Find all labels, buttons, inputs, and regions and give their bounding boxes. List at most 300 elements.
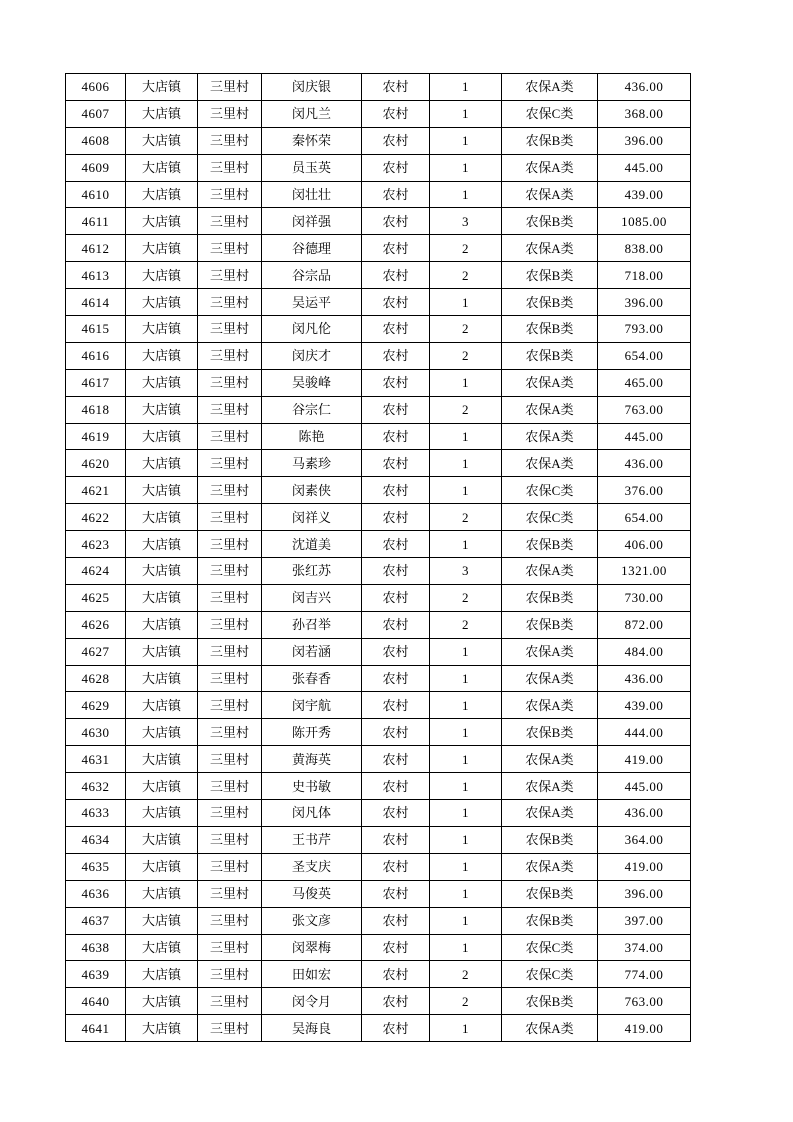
cell-town: 大店镇 xyxy=(126,558,198,585)
cell-amount: 419.00 xyxy=(598,746,691,773)
cell-insurance-type: 农保A类 xyxy=(502,369,598,396)
cell-village: 三里村 xyxy=(198,719,262,746)
cell-village: 三里村 xyxy=(198,665,262,692)
cell-id: 4612 xyxy=(66,235,126,262)
cell-count: 1 xyxy=(430,907,502,934)
cell-insurance-type: 农保A类 xyxy=(502,692,598,719)
cell-category: 农村 xyxy=(362,531,430,558)
cell-village: 三里村 xyxy=(198,853,262,880)
table-row xyxy=(66,719,691,746)
cell-town: 大店镇 xyxy=(126,208,198,235)
cell-id: 4619 xyxy=(66,423,126,450)
cell-town: 大店镇 xyxy=(126,638,198,665)
table-row xyxy=(66,127,691,154)
cell-name: 孙召举 xyxy=(262,611,362,638)
cell-insurance-type: 农保B类 xyxy=(502,907,598,934)
cell-insurance-type: 农保B类 xyxy=(502,719,598,746)
cell-village: 三里村 xyxy=(198,181,262,208)
table-row xyxy=(66,531,691,558)
cell-amount: 445.00 xyxy=(598,773,691,800)
cell-id: 4624 xyxy=(66,558,126,585)
cell-name: 马素珍 xyxy=(262,450,362,477)
cell-village: 三里村 xyxy=(198,262,262,289)
cell-id: 4637 xyxy=(66,907,126,934)
records-table xyxy=(65,73,691,1042)
cell-name: 陈开秀 xyxy=(262,719,362,746)
cell-amount: 730.00 xyxy=(598,584,691,611)
cell-town: 大店镇 xyxy=(126,342,198,369)
cell-id: 4610 xyxy=(66,181,126,208)
table-row xyxy=(66,961,691,988)
cell-category: 农村 xyxy=(362,369,430,396)
cell-village: 三里村 xyxy=(198,558,262,585)
cell-count: 1 xyxy=(430,773,502,800)
table-row xyxy=(66,235,691,262)
cell-village: 三里村 xyxy=(198,826,262,853)
cell-insurance-type: 农保A类 xyxy=(502,74,598,101)
cell-insurance-type: 农保A类 xyxy=(502,450,598,477)
cell-name: 马俊英 xyxy=(262,880,362,907)
cell-insurance-type: 农保A类 xyxy=(502,638,598,665)
cell-amount: 436.00 xyxy=(598,665,691,692)
cell-id: 4631 xyxy=(66,746,126,773)
cell-id: 4611 xyxy=(66,208,126,235)
cell-village: 三里村 xyxy=(198,880,262,907)
cell-category: 农村 xyxy=(362,826,430,853)
cell-village: 三里村 xyxy=(198,450,262,477)
cell-amount: 397.00 xyxy=(598,907,691,934)
cell-insurance-type: 农保C类 xyxy=(502,477,598,504)
cell-name: 吴海良 xyxy=(262,1015,362,1042)
cell-category: 农村 xyxy=(362,719,430,746)
cell-count: 2 xyxy=(430,961,502,988)
cell-amount: 436.00 xyxy=(598,74,691,101)
cell-count: 1 xyxy=(430,638,502,665)
cell-id: 4636 xyxy=(66,880,126,907)
cell-insurance-type: 农保B类 xyxy=(502,531,598,558)
cell-insurance-type: 农保C类 xyxy=(502,961,598,988)
cell-name: 闵若涵 xyxy=(262,638,362,665)
cell-town: 大店镇 xyxy=(126,1015,198,1042)
cell-id: 4628 xyxy=(66,665,126,692)
cell-amount: 838.00 xyxy=(598,235,691,262)
cell-count: 1 xyxy=(430,450,502,477)
cell-name: 张春香 xyxy=(262,665,362,692)
cell-name: 闵壮壮 xyxy=(262,181,362,208)
cell-town: 大店镇 xyxy=(126,907,198,934)
cell-town: 大店镇 xyxy=(126,423,198,450)
cell-id: 4633 xyxy=(66,800,126,827)
cell-insurance-type: 农保B类 xyxy=(502,826,598,853)
cell-name: 闵祥义 xyxy=(262,504,362,531)
cell-id: 4638 xyxy=(66,934,126,961)
table-row xyxy=(66,692,691,719)
cell-count: 1 xyxy=(430,181,502,208)
cell-category: 农村 xyxy=(362,396,430,423)
cell-insurance-type: 农保A类 xyxy=(502,154,598,181)
cell-town: 大店镇 xyxy=(126,746,198,773)
cell-town: 大店镇 xyxy=(126,316,198,343)
cell-insurance-type: 农保B类 xyxy=(502,611,598,638)
cell-count: 3 xyxy=(430,558,502,585)
cell-id: 4622 xyxy=(66,504,126,531)
cell-insurance-type: 农保B类 xyxy=(502,127,598,154)
cell-id: 4634 xyxy=(66,826,126,853)
cell-id: 4621 xyxy=(66,477,126,504)
cell-name: 吴运平 xyxy=(262,289,362,316)
cell-name: 黄海英 xyxy=(262,746,362,773)
cell-village: 三里村 xyxy=(198,988,262,1015)
cell-amount: 419.00 xyxy=(598,1015,691,1042)
cell-amount: 436.00 xyxy=(598,450,691,477)
cell-name: 沈道美 xyxy=(262,531,362,558)
cell-category: 农村 xyxy=(362,262,430,289)
cell-id: 4630 xyxy=(66,719,126,746)
cell-town: 大店镇 xyxy=(126,235,198,262)
cell-name: 闵吉兴 xyxy=(262,584,362,611)
cell-name: 闵令月 xyxy=(262,988,362,1015)
table-row xyxy=(66,316,691,343)
cell-count: 1 xyxy=(430,692,502,719)
table-row xyxy=(66,396,691,423)
cell-category: 农村 xyxy=(362,558,430,585)
cell-insurance-type: 农保B类 xyxy=(502,262,598,289)
cell-village: 三里村 xyxy=(198,316,262,343)
cell-insurance-type: 农保A类 xyxy=(502,558,598,585)
cell-amount: 774.00 xyxy=(598,961,691,988)
cell-village: 三里村 xyxy=(198,423,262,450)
cell-village: 三里村 xyxy=(198,746,262,773)
cell-count: 1 xyxy=(430,665,502,692)
cell-amount: 465.00 xyxy=(598,369,691,396)
cell-village: 三里村 xyxy=(198,934,262,961)
cell-count: 2 xyxy=(430,504,502,531)
cell-id: 4635 xyxy=(66,853,126,880)
table-row xyxy=(66,208,691,235)
table-row xyxy=(66,584,691,611)
cell-name: 谷宗品 xyxy=(262,262,362,289)
cell-town: 大店镇 xyxy=(126,961,198,988)
cell-count: 3 xyxy=(430,208,502,235)
cell-id: 4609 xyxy=(66,154,126,181)
cell-category: 农村 xyxy=(362,988,430,1015)
table-row xyxy=(66,746,691,773)
cell-category: 农村 xyxy=(362,181,430,208)
cell-category: 农村 xyxy=(362,665,430,692)
cell-name: 田如宏 xyxy=(262,961,362,988)
cell-amount: 872.00 xyxy=(598,611,691,638)
cell-name: 圣支庆 xyxy=(262,853,362,880)
cell-village: 三里村 xyxy=(198,127,262,154)
cell-count: 1 xyxy=(430,719,502,746)
cell-amount: 439.00 xyxy=(598,692,691,719)
cell-category: 农村 xyxy=(362,746,430,773)
cell-insurance-type: 农保C类 xyxy=(502,100,598,127)
cell-category: 农村 xyxy=(362,934,430,961)
cell-name: 闵翠梅 xyxy=(262,934,362,961)
cell-category: 农村 xyxy=(362,1015,430,1042)
cell-category: 农村 xyxy=(362,74,430,101)
cell-count: 1 xyxy=(430,154,502,181)
cell-count: 2 xyxy=(430,396,502,423)
cell-count: 1 xyxy=(430,934,502,961)
cell-id: 4614 xyxy=(66,289,126,316)
table-row xyxy=(66,477,691,504)
cell-count: 1 xyxy=(430,531,502,558)
cell-count: 1 xyxy=(430,423,502,450)
cell-id: 4615 xyxy=(66,316,126,343)
cell-name: 闵凡伦 xyxy=(262,316,362,343)
cell-category: 农村 xyxy=(362,611,430,638)
cell-count: 1 xyxy=(430,826,502,853)
cell-town: 大店镇 xyxy=(126,853,198,880)
table-row xyxy=(66,853,691,880)
cell-name: 闵祥强 xyxy=(262,208,362,235)
cell-amount: 376.00 xyxy=(598,477,691,504)
cell-town: 大店镇 xyxy=(126,665,198,692)
cell-count: 1 xyxy=(430,746,502,773)
cell-amount: 444.00 xyxy=(598,719,691,746)
cell-town: 大店镇 xyxy=(126,181,198,208)
table-row xyxy=(66,74,691,101)
cell-category: 农村 xyxy=(362,907,430,934)
cell-count: 1 xyxy=(430,100,502,127)
cell-town: 大店镇 xyxy=(126,934,198,961)
cell-id: 4620 xyxy=(66,450,126,477)
cell-amount: 654.00 xyxy=(598,342,691,369)
cell-category: 农村 xyxy=(362,853,430,880)
cell-name: 员玉英 xyxy=(262,154,362,181)
cell-id: 4607 xyxy=(66,100,126,127)
cell-category: 农村 xyxy=(362,961,430,988)
table-row xyxy=(66,181,691,208)
cell-village: 三里村 xyxy=(198,504,262,531)
cell-count: 1 xyxy=(430,800,502,827)
cell-town: 大店镇 xyxy=(126,154,198,181)
cell-category: 农村 xyxy=(362,504,430,531)
cell-village: 三里村 xyxy=(198,289,262,316)
cell-category: 农村 xyxy=(362,773,430,800)
cell-id: 4626 xyxy=(66,611,126,638)
cell-id: 4613 xyxy=(66,262,126,289)
cell-count: 1 xyxy=(430,880,502,907)
cell-amount: 763.00 xyxy=(598,988,691,1015)
cell-town: 大店镇 xyxy=(126,611,198,638)
cell-town: 大店镇 xyxy=(126,504,198,531)
cell-amount: 1085.00 xyxy=(598,208,691,235)
cell-insurance-type: 农保A类 xyxy=(502,181,598,208)
cell-category: 农村 xyxy=(362,423,430,450)
cell-count: 1 xyxy=(430,369,502,396)
cell-village: 三里村 xyxy=(198,342,262,369)
cell-id: 4608 xyxy=(66,127,126,154)
table-row xyxy=(66,369,691,396)
table-row xyxy=(66,558,691,585)
cell-town: 大店镇 xyxy=(126,800,198,827)
cell-amount: 793.00 xyxy=(598,316,691,343)
cell-town: 大店镇 xyxy=(126,880,198,907)
cell-category: 农村 xyxy=(362,342,430,369)
cell-category: 农村 xyxy=(362,584,430,611)
cell-town: 大店镇 xyxy=(126,369,198,396)
cell-town: 大店镇 xyxy=(126,450,198,477)
cell-insurance-type: 农保B类 xyxy=(502,880,598,907)
cell-insurance-type: 农保B类 xyxy=(502,988,598,1015)
cell-name: 谷德理 xyxy=(262,235,362,262)
cell-count: 2 xyxy=(430,235,502,262)
cell-town: 大店镇 xyxy=(126,74,198,101)
cell-amount: 436.00 xyxy=(598,800,691,827)
cell-count: 1 xyxy=(430,74,502,101)
table-row xyxy=(66,934,691,961)
cell-insurance-type: 农保A类 xyxy=(502,773,598,800)
cell-village: 三里村 xyxy=(198,208,262,235)
table-row xyxy=(66,289,691,316)
table-row xyxy=(66,100,691,127)
table-row xyxy=(66,773,691,800)
cell-village: 三里村 xyxy=(198,584,262,611)
cell-amount: 763.00 xyxy=(598,396,691,423)
cell-count: 1 xyxy=(430,477,502,504)
cell-id: 4623 xyxy=(66,531,126,558)
cell-village: 三里村 xyxy=(198,477,262,504)
cell-count: 2 xyxy=(430,988,502,1015)
cell-amount: 406.00 xyxy=(598,531,691,558)
table-row xyxy=(66,907,691,934)
cell-count: 2 xyxy=(430,342,502,369)
cell-town: 大店镇 xyxy=(126,262,198,289)
table-row xyxy=(66,800,691,827)
cell-id: 4606 xyxy=(66,74,126,101)
cell-town: 大店镇 xyxy=(126,692,198,719)
cell-village: 三里村 xyxy=(198,611,262,638)
cell-village: 三里村 xyxy=(198,800,262,827)
cell-insurance-type: 农保A类 xyxy=(502,665,598,692)
table-row xyxy=(66,450,691,477)
cell-amount: 419.00 xyxy=(598,853,691,880)
cell-name: 闵庆银 xyxy=(262,74,362,101)
cell-count: 1 xyxy=(430,1015,502,1042)
cell-id: 4640 xyxy=(66,988,126,1015)
cell-id: 4617 xyxy=(66,369,126,396)
cell-insurance-type: 农保B类 xyxy=(502,342,598,369)
cell-name: 吴骏峰 xyxy=(262,369,362,396)
table-row xyxy=(66,638,691,665)
cell-town: 大店镇 xyxy=(126,289,198,316)
cell-count: 2 xyxy=(430,316,502,343)
cell-village: 三里村 xyxy=(198,154,262,181)
cell-category: 农村 xyxy=(362,127,430,154)
cell-town: 大店镇 xyxy=(126,100,198,127)
cell-name: 张红苏 xyxy=(262,558,362,585)
cell-name: 闵素侠 xyxy=(262,477,362,504)
cell-village: 三里村 xyxy=(198,100,262,127)
cell-amount: 445.00 xyxy=(598,154,691,181)
cell-category: 农村 xyxy=(362,100,430,127)
cell-name: 闵宇航 xyxy=(262,692,362,719)
cell-village: 三里村 xyxy=(198,961,262,988)
cell-name: 王书芹 xyxy=(262,826,362,853)
cell-insurance-type: 农保B类 xyxy=(502,584,598,611)
table-row xyxy=(66,988,691,1015)
cell-category: 农村 xyxy=(362,154,430,181)
cell-count: 2 xyxy=(430,262,502,289)
table-row xyxy=(66,423,691,450)
cell-id: 4641 xyxy=(66,1015,126,1042)
cell-insurance-type: 农保A类 xyxy=(502,396,598,423)
cell-category: 农村 xyxy=(362,316,430,343)
cell-amount: 364.00 xyxy=(598,826,691,853)
cell-count: 2 xyxy=(430,584,502,611)
cell-town: 大店镇 xyxy=(126,477,198,504)
cell-name: 史书敏 xyxy=(262,773,362,800)
cell-category: 农村 xyxy=(362,208,430,235)
cell-count: 1 xyxy=(430,853,502,880)
cell-id: 4625 xyxy=(66,584,126,611)
cell-category: 农村 xyxy=(362,477,430,504)
cell-amount: 374.00 xyxy=(598,934,691,961)
cell-category: 农村 xyxy=(362,638,430,665)
cell-insurance-type: 农保C类 xyxy=(502,504,598,531)
cell-id: 4618 xyxy=(66,396,126,423)
cell-category: 农村 xyxy=(362,880,430,907)
cell-insurance-type: 农保A类 xyxy=(502,235,598,262)
table-row xyxy=(66,342,691,369)
cell-insurance-type: 农保B类 xyxy=(502,208,598,235)
cell-insurance-type: 农保B类 xyxy=(502,316,598,343)
cell-category: 农村 xyxy=(362,289,430,316)
cell-town: 大店镇 xyxy=(126,988,198,1015)
cell-amount: 396.00 xyxy=(598,880,691,907)
cell-village: 三里村 xyxy=(198,907,262,934)
cell-id: 4639 xyxy=(66,961,126,988)
cell-insurance-type: 农保B类 xyxy=(502,289,598,316)
cell-town: 大店镇 xyxy=(126,127,198,154)
cell-town: 大店镇 xyxy=(126,773,198,800)
cell-insurance-type: 农保A类 xyxy=(502,853,598,880)
cell-town: 大店镇 xyxy=(126,584,198,611)
cell-town: 大店镇 xyxy=(126,719,198,746)
cell-count: 1 xyxy=(430,289,502,316)
cell-village: 三里村 xyxy=(198,531,262,558)
cell-town: 大店镇 xyxy=(126,396,198,423)
cell-insurance-type: 农保C类 xyxy=(502,934,598,961)
cell-category: 农村 xyxy=(362,450,430,477)
cell-village: 三里村 xyxy=(198,1015,262,1042)
cell-village: 三里村 xyxy=(198,396,262,423)
cell-name: 秦怀荣 xyxy=(262,127,362,154)
cell-id: 4616 xyxy=(66,342,126,369)
cell-village: 三里村 xyxy=(198,369,262,396)
cell-amount: 368.00 xyxy=(598,100,691,127)
table-row xyxy=(66,504,691,531)
cell-count: 1 xyxy=(430,127,502,154)
cell-id: 4629 xyxy=(66,692,126,719)
cell-village: 三里村 xyxy=(198,235,262,262)
table-row xyxy=(66,665,691,692)
cell-count: 2 xyxy=(430,611,502,638)
table-row xyxy=(66,880,691,907)
cell-town: 大店镇 xyxy=(126,826,198,853)
cell-name: 闵凡体 xyxy=(262,800,362,827)
cell-amount: 718.00 xyxy=(598,262,691,289)
cell-village: 三里村 xyxy=(198,773,262,800)
table-row xyxy=(66,826,691,853)
cell-name: 闵凡兰 xyxy=(262,100,362,127)
cell-village: 三里村 xyxy=(198,74,262,101)
cell-category: 农村 xyxy=(362,692,430,719)
table-row xyxy=(66,262,691,289)
